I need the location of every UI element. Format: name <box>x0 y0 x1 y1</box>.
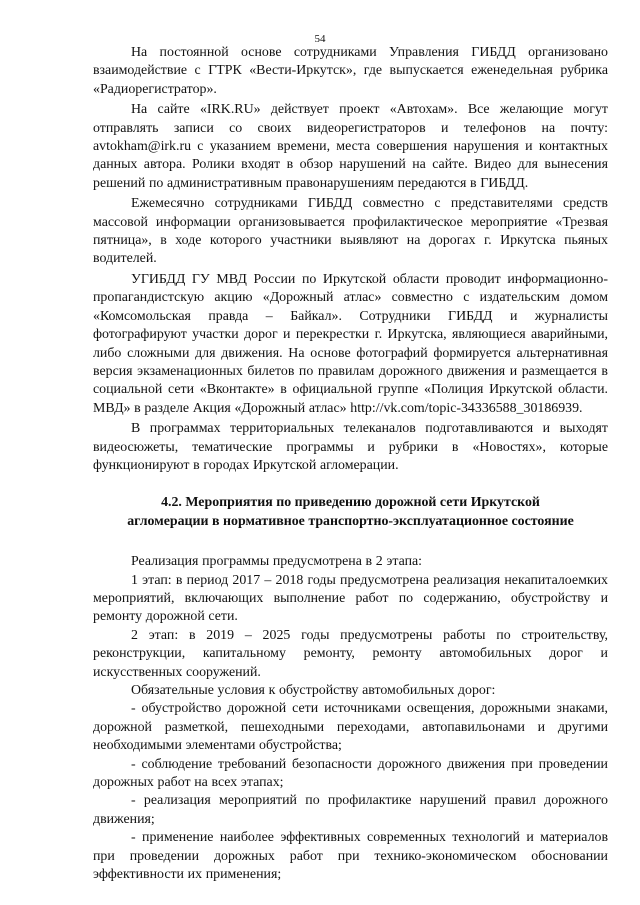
section-heading-line-1: 4.2. Мероприятия по приведению дорожной сети Иркутской <box>161 495 540 511</box>
paragraph-road-atlas: УГИБДД ГУ МВД России по Иркутской области проводит информационно-пропагандистскую акцию «Дорожный атлас» совместно с издательским домом «Комсомольская правда – Байкал». Сотрудники ГИБДД и журналисты фотографируют участки дорог и перекрестки г. Иркутска, являющиеся аварийными, либо сложными для движения. На основе фотографий формируется альтернативная версия экзаменационных билетов по правилам дорожного движения и размещается в социальной сети «Вконтакте» в официальной группе «Полиция Иркутской области. МВД» в разделе Акция «Дорожный атлас» http://vk.com/topic-34336588_30186939. <box>93 271 608 416</box>
paragraph-mandatory-conditions: Обязательные условия к обустройству автомобильных дорог: <box>131 683 496 698</box>
list-item-modern-technologies: - применение наиболее эффективных современных технологий и материалов при проведении дорожных работ при технико-экономическом обосновании эффективности их применения; <box>93 830 608 883</box>
paragraph-program-stages: Реализация программы предусмотрена в 2 этапа: <box>131 554 423 570</box>
paragraph-sober-friday: Ежемесячно сотрудниками ГИБДД совместно с представителями средств массовой информации организовывается профилактическое мероприятие «Трезвая пятница», в ходе которого участники выявляют на дорогах г. Иркутска пьяных водителей. <box>93 196 608 267</box>
paragraph-radio-registrar: На постоянной основе сотрудниками Управления ГИБДД организовано взаимодействие с ГТРК «Вести-Иркутск», где выпускается еженедельная рубрика «Радиорегистратор». <box>93 45 608 97</box>
paragraph-stage-2: 2 этап: в 2019 – 2025 годы предусмотрены работы по строительству, реконструкции, капитальному ремонту, ремонту автомобильных дорог и искусственных сооружений. <box>93 627 608 680</box>
paragraph-stage-1: 1 этап: в период 2017 – 2018 годы предусмотрена реализация некапиталоемких мероприятий, включающих выполнение работ по содержанию, обустройству и ремонту дорожной сети. <box>93 572 608 625</box>
list-item-lighting-signs: - обустройство дорожной сети источниками освещения, дорожными знаками, дорожной разметкой, пешеходными переходами, автопавильонами и другими необходимыми элементами обустройства; <box>93 701 608 754</box>
list-item-safety-requirements: - соблюдение требований безопасности дорожного движения при проведении дорожных работ на всех этапах; <box>93 756 608 791</box>
paragraph-avtokham-project: На сайте «IRK.RU» действует проект «Автохам». Все желающие могут отправлять записи со своих видеорегистраторов и телефонов на почту: avtokham@irk.ru с указанием времени, места совершения нарушения и контактных данных автора. Ролики входят в обзор нарушений на сайте. Видео для вынесения решений по административным правонарушениям передаются в ГИБДД. <box>93 102 608 191</box>
section-heading <box>93 494 608 531</box>
paragraph-tv-programs: В программах территориальных телеканалов подготавливаются и выходят видеосюжеты, тематические программы и рубрики в «Новостях», которые функционируют в городах Иркутской агломерации. <box>93 421 608 473</box>
document-body <box>93 44 608 884</box>
page-number: 54 <box>314 33 326 45</box>
list-item-violation-prevention: - реализация мероприятий по профилактике нарушений правил дорожного движения; <box>93 793 608 827</box>
section-heading-line-2: агломерации в нормативное транспортно-эксплуатационное состояние <box>127 513 574 529</box>
